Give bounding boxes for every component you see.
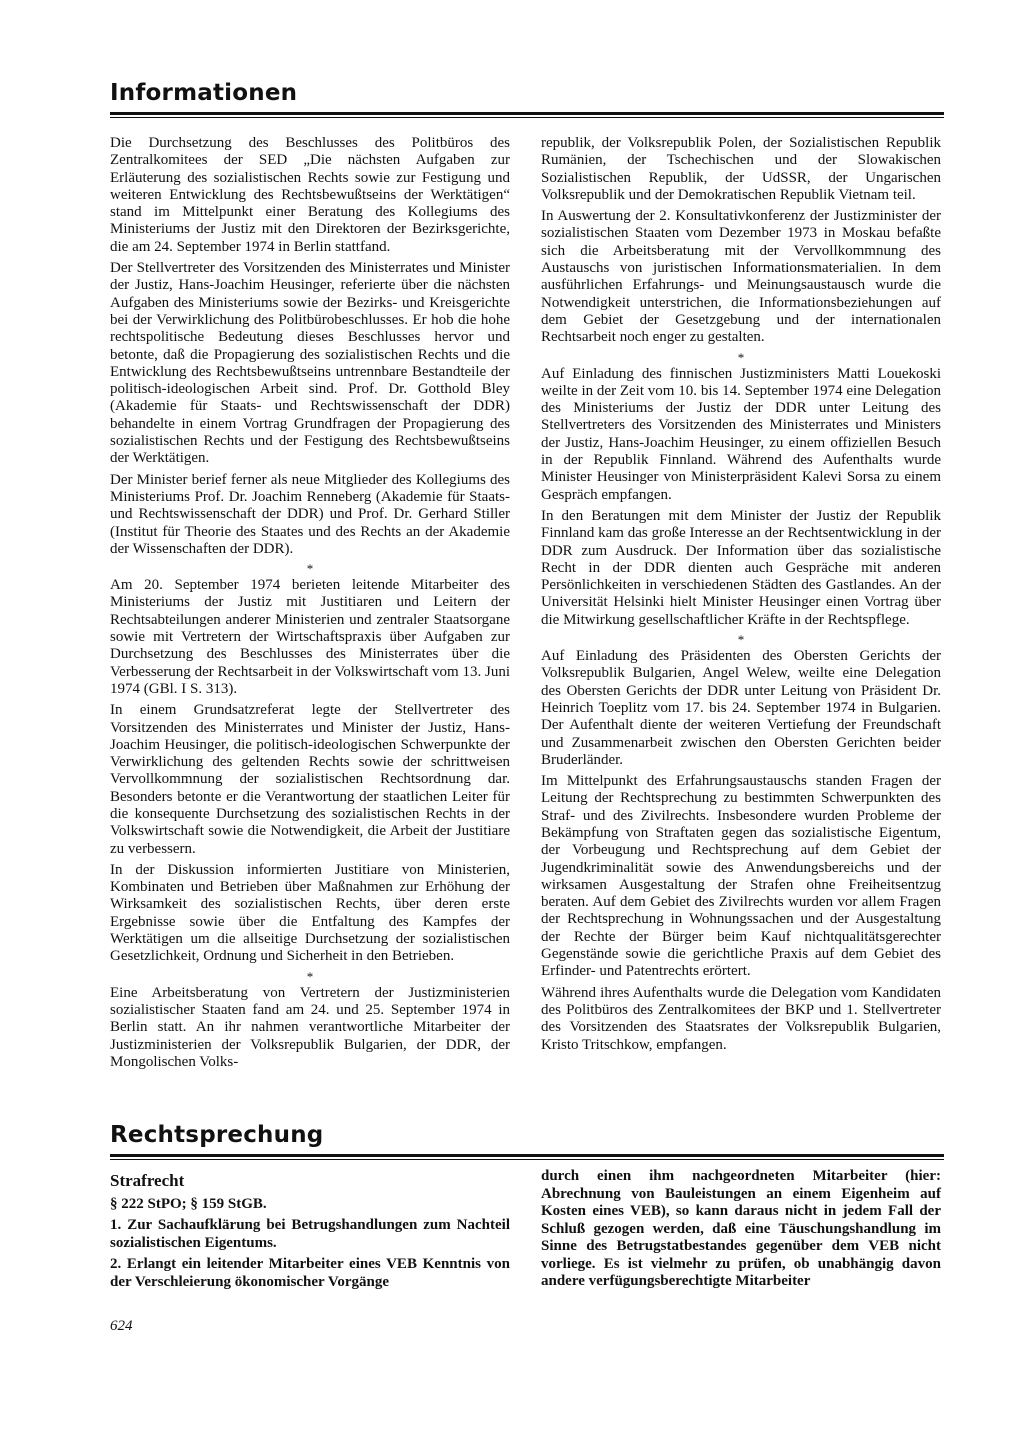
paragraph: Auf Einladung des Präsidenten des Obersten Gerichts der Volksrepublik Bulgarien, Angel Welew, weilte eine Delegation des Obersten Gerichts der DDR unter Leitung von Präsident Dr. Heinrich Toeplitz vom 17. bis 24. September 1974 in Bulgarien. Der Aufenthalt diente der weiteren Vertiefung der Freundschaft und Zusammenarbeit zwischen den Obersten Gerichten beider Bruderländer.: [541, 648, 941, 768]
heading-rule: [110, 112, 944, 115]
guiding-principle-continued: durch einen ihm nachgeordneten Mitarbeiter (hier: Abrechnung von Bauleistungen an einem Eigenheim auf Kosten eines VEB), so kann daraus nicht in jedem Fall der Schluß gezogen werden, daß eine Täuschungshandlung im Sinne des Betrugstatbestandes gegenüber dem VEB nicht vorliege. Es ist vielmehr zu prüfen, ob unabhängig davon andere verfügungsberechtigte Mitarbeiter: [541, 1168, 941, 1289]
paragraph: Am 20. September 1974 berieten leitende Mitarbeiter des Ministeriums der Justiz mit Justitiaren und Leitern der Rechtsabteilungen anderer Ministerien und zentraler Staatsorgane sowie mit Vertretern der Wirtschaftspraxis über Aufgaben zur Durchsetzung des Beschlusses des Ministerrates über die Verbesserung der Rechtsarbeit in der Volkswirtschaft vom 13. Juni 1974 (GBl. I S. 313).: [110, 577, 510, 697]
paragraph: Auf Einladung des finnischen Justizministers Matti Louekoski weilte in der Zeit vom 10. bis 14. September 1974 eine Delegation des Ministeriums der Justiz der DDR unter Leitung des Stellvertreters des Vorsitzenden des Ministerrates und Ministers der Justiz, Hans-Joachim Heusinger, zu einem offiziellen Besuch in der Republik Finnland. Während des Aufenthalts wurde Minister Heusinger von Ministerpräsident Kalevi Sorsa zu einem Gespräch empfangen.: [541, 365, 941, 503]
citation: § 222 StPO; § 159 StGB.: [110, 1195, 267, 1212]
guiding-principle-2: 2. Erlangt ein leitender Mitarbeiter eines VEB Kenntnis von der Verschleierung ökonomischer Vorgänge: [110, 1256, 510, 1290]
paragraph: Eine Arbeitsberatung von Vertretern der Justizministerien sozialistischer Staaten fand am 24. und 25. September 1974 in Berlin statt. An ihr nahmen verantwortliche Mitarbeiter der Justizministerien der Volksrepublik Bulgarien, der DDR, der Mongolischen Volks-: [110, 984, 510, 1070]
rechtsprechung-left-column: [110, 1172, 510, 1295]
paragraph: In der Diskussion informierten Justitiare von Ministerien, Kombinaten und Betrieben über Maßnahmen zur Erhöhung der Wirksamkeit des sozialistischen Rechts, über deren erste Ergebnisse sowie über die Entfaltung des Kampfes der Werktätigen um die allseitige Durchsetzung der sozialistischen Gesetzlichkeit, Ordnung und Sicherheit in den Betrieben.: [110, 861, 510, 965]
heading-rule-thin: [110, 1159, 944, 1160]
paragraph: Der Stellvertreter des Vorsitzenden des Ministerrates und Minister der Justiz, Hans-Joachim Heusinger, referierte über die nächsten Aufgaben des Ministeriums sowie der Bezirks- und Kreisgerichte bei der Verwirklichung des Politbürobeschlusses. Er hob die hohe rechtspolitische Bedeutung dieses Beschlusses hervor und betonte, daß die Propagierung des sozialistischen Rechts und die Entwicklung des Rechtsbewußtseins untrennbare Bestandteile der politisch-ideologischen Arbeit sind. Prof. Dr. Gotthold Bley (Akademie für Staats- und Rechtswissenschaft der DDR) behandelte in einem Vortrag Grundfragen der Propagierung des sozialistischen Rechts und der Festigung des Rechtsbewußtseins der Werktätigen.: [110, 260, 510, 467]
subheading-strafrecht: Strafrecht: [110, 1171, 185, 1190]
informationen-left-column: [110, 135, 510, 1075]
paragraph: In Auswertung der 2. Konsultativkonferenz der Justizminister der sozialistischen Staaten vom Dezember 1973 in Moskau befaßte sich die Arbeitsberatung mit der Vervollkommnung des Austauschs von juristischen Informationsmaterialien. In dem ausführlichen Erfahrungs- und Meinungsaustausch wurde die Notwendigkeit unterstrichen, die Informationsbeziehungen auf dem Gebiet der Gesetzgebung und der internationalen Rechtsarbeit noch enger zu gestalten.: [541, 208, 941, 346]
paragraph: In den Beratungen mit dem Minister der Justiz der Republik Finnland kam das große Interesse an der Rechtsentwicklung in der DDR zum Ausdruck. Der Information über das sozialistische Recht in der DDR dienten auch Gespräche mit anderen Persönlichkeiten in verschiedenen Städten des Gastlandes. An der Universität Helsinki hielt Minister Heusinger einen Vortrag über die Mitwirkung gesellschaftlicher Kräfte in der Rechtspflege.: [541, 507, 941, 628]
page-number: 624: [110, 1318, 133, 1334]
guiding-principle-1: 1. Zur Sachaufklärung bei Betrugshandlungen zum Nachteil sozialistischen Eigentums.: [110, 1217, 510, 1251]
paragraph: Die Durchsetzung des Beschlusses des Politbüros des Zentralkomitees der SED „Die nächsten Aufgaben zur Erläuterung des sozialistischen Rechts sowie zur Festigung und weiteren Entwicklung des Rechtsbewußtseins der Werktätigen“ stand im Mittelpunkt einer Beratung des Kollegiums des Ministeriums der Justiz mit den Direktoren der Bezirksgerichte, die am 24. September 1974 in Berlin stattfand.: [110, 135, 510, 255]
heading-rule: [110, 1154, 944, 1157]
paragraph: Während ihres Aufenthalts wurde die Delegation vom Kandidaten des Politbüros des Zentralkomitees der BKP und 1. Stellvertreter des Vorsitzenden des Staatsrates der Volksrepublik Bulgarien, Kristo Tritschkow, empfangen.: [541, 984, 941, 1053]
heading-rule-thin: [110, 117, 944, 118]
separator-asterisk: *: [306, 968, 314, 984]
paragraph: Im Mittelpunkt des Erfahrungsaustauschs standen Fragen der Leitung der Rechtsprechung zu bestimmten Schwerpunkten des Straf- und des Zivilrechts. Insbesondere wurden Probleme der Bekämpfung von Straftaten gegen das sozialistische Eigentum, der Vorbeugung und Rechtsprechung auf dem Gebiet der Jugendkriminalität sowie des Anwendungsbereichs und der wirksamen Ausgestaltung der Strafen ohne Freiheitsentzug beraten. Auf dem Gebiet des Zivilrechts wurden vor allem Fragen der Rechtsprechung in Wohnungssachen und der Ausgestaltung der Rechte der Bürger beim Kauf nichtqualitätsgerechter Gegenstände sowie die gerichtliche Praxis auf dem Gebiet des Erfinder- und Patentrechts erörtert.: [541, 773, 941, 980]
section-heading-rechtsprechung: Rechtsprechung: [110, 1122, 324, 1148]
separator-asterisk: *: [737, 632, 745, 648]
informationen-right-column: [541, 135, 941, 1058]
paragraph: republik, der Volksrepublik Polen, der Sozialistischen Republik Rumänien, der Tschechischen und der Slowakischen Sozialistischen Republik, der UdSSR, der Ungarischen Volksrepublik und der Demokratischen Republik Vietnam teil.: [541, 135, 941, 203]
separator-asterisk: *: [306, 561, 314, 577]
rechtsprechung-right-column: [541, 1168, 941, 1295]
section-heading-informationen: Informationen: [110, 80, 298, 106]
paragraph: Der Minister berief ferner als neue Mitglieder des Kollegiums des Ministeriums Prof. Dr. Joachim Renneberg (Akademie für Staats- und Rechtswissenschaft der DDR) und Prof. Dr. Gerhard Stiller (Institut für Theorie des Staates und des Rechts an der Akademie der Wissenschaften der DDR).: [110, 471, 510, 557]
separator-asterisk: *: [737, 349, 745, 365]
paragraph: In einem Grundsatzreferat legte der Stellvertreter des Vorsitzenden des Ministerrates und Minister der Justiz, Hans-Joachim Heusinger, die politisch-ideologischen Schwerpunkte der Verwirklichung des geltenden Rechts sowie der schrittweisen Vervollkommnung der sozialistischen Rechtsordnung dar. Besonders betonte er die Verantwortung der staatlichen Leiter für die konsequente Durchsetzung des sozialistischen Rechts in der Volkswirtschaft sowie die Notwendigkeit, die Arbeit der Justitiare zu verbessern.: [110, 702, 510, 857]
